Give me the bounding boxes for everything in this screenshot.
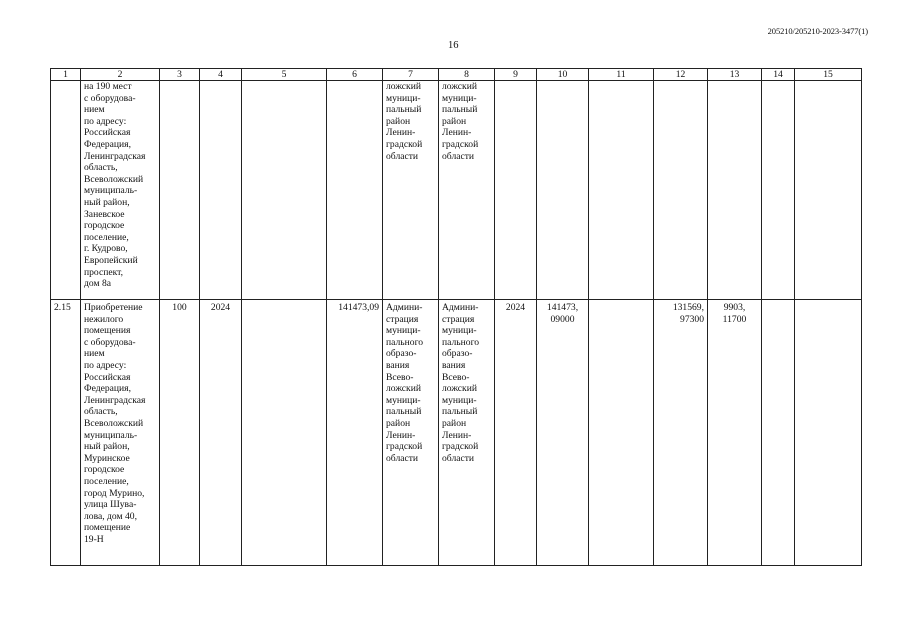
- cell: [795, 81, 862, 300]
- column-header: 9: [495, 69, 537, 81]
- column-header: 1: [51, 69, 81, 81]
- cell-text-line: помещения: [84, 325, 131, 337]
- cell: [708, 81, 762, 300]
- cell-text-line: муниципаль-: [84, 429, 138, 441]
- cell-text-line: пальный: [386, 406, 422, 418]
- cell: [795, 300, 862, 566]
- cell: [762, 81, 795, 300]
- cell-text-line: градской: [442, 138, 479, 150]
- cell-text-line: 9903,: [723, 302, 746, 313]
- column-header: 12: [654, 69, 708, 81]
- column-header: 8: [439, 69, 495, 81]
- cell-text-line: Федерация,: [84, 383, 131, 395]
- cell-text-line: вания: [442, 359, 466, 371]
- cell-text-line: Муринское: [84, 452, 130, 464]
- cell-text-line: муници-: [386, 325, 421, 337]
- cell-text-line: Европейский: [84, 254, 138, 266]
- cell-text-line: ложский: [386, 383, 421, 395]
- cell-text-line: Заневское: [84, 208, 125, 220]
- cell-text-line: Всево-: [442, 371, 470, 383]
- cell-text-line: области: [386, 452, 419, 464]
- cell-text-line: Всево-: [386, 371, 414, 383]
- cell-text-line: район: [442, 115, 467, 127]
- cell-text-line: 11700: [722, 313, 747, 325]
- cell-total-financing: [537, 300, 589, 566]
- cell-text-line: муниципаль-: [84, 185, 138, 197]
- cell-text-line: Ленинградская: [84, 150, 146, 162]
- table-row: [51, 81, 862, 300]
- cell-text-line: нием: [84, 348, 105, 360]
- cell-customer: [383, 81, 439, 300]
- cell-text-line: пальный: [442, 406, 478, 418]
- cell-text-line: ложский: [442, 383, 477, 395]
- cell-financing-year: 2024: [495, 300, 537, 566]
- cell-text-line: Админи-: [386, 302, 423, 313]
- cell-text-line: Ленин-: [386, 429, 416, 441]
- column-header: 3: [160, 69, 200, 81]
- cell-object-description: [81, 81, 160, 300]
- cell-text-line: страция: [386, 313, 419, 325]
- cell-text-line: поселение,: [84, 475, 129, 487]
- cell-text-line: 09000: [550, 313, 575, 325]
- cell-text-line: город Мурино,: [84, 487, 145, 499]
- cell-text-line: муници-: [442, 92, 477, 104]
- cell-text-line: поселение,: [84, 231, 129, 243]
- cell-regional-budget: [654, 300, 708, 566]
- cell-local-budget: [708, 300, 762, 566]
- cell-text-line: дом 8а: [84, 278, 112, 290]
- cell: [654, 81, 708, 300]
- cell-text-line: Российская: [84, 127, 131, 139]
- cell-estimated-cost: 141473,09: [327, 300, 383, 566]
- table-row: [51, 300, 862, 566]
- cell: [537, 81, 589, 300]
- cell-text-line: Админи-: [442, 302, 479, 313]
- cell-text-line: Всеволожский: [84, 173, 144, 185]
- cell-text-line: пальный: [386, 104, 422, 116]
- cell-text-line: ный район,: [84, 196, 130, 208]
- cell: [200, 81, 242, 300]
- column-header: 14: [762, 69, 795, 81]
- column-header: 2: [81, 69, 160, 81]
- cell-text-line: проспект,: [84, 266, 124, 278]
- header-row: [51, 69, 862, 81]
- cell: [242, 300, 327, 566]
- cell-text-line: Всеволожский: [84, 417, 144, 429]
- cell-text-line: вания: [386, 359, 410, 371]
- cell-text-line: район: [442, 417, 467, 429]
- cell-text-line: области: [442, 452, 475, 464]
- cell-text-line: 97300: [680, 313, 704, 325]
- cell-text-line: пального: [386, 336, 424, 348]
- column-header: 10: [537, 69, 589, 81]
- cell-text-line: муници-: [442, 325, 477, 337]
- cell-text-line: Ленин-: [442, 429, 472, 441]
- cell-text-line: ный район,: [84, 441, 130, 453]
- cell-text-line: муници-: [386, 92, 421, 104]
- cell-number: [51, 81, 81, 300]
- cell-developer: [439, 81, 495, 300]
- cell: [762, 300, 795, 566]
- cell-text-line: Ленин-: [386, 127, 416, 139]
- cell-developer: [439, 300, 495, 566]
- cell-text-line: области: [386, 150, 419, 162]
- cell-text-line: Ленин-: [442, 127, 472, 139]
- cell-text-line: г. Кудрово,: [84, 243, 128, 255]
- column-header: 4: [200, 69, 242, 81]
- cell-text-line: 141473,: [546, 302, 579, 313]
- cell-text-line: район: [386, 417, 411, 429]
- cell-text-line: градской: [442, 441, 479, 453]
- cell-text-line: 131569,: [672, 302, 704, 313]
- cell-text-line: образо-: [442, 348, 473, 360]
- cell-text-line: ложский: [442, 81, 477, 92]
- cell-text-line: с оборудова-: [84, 92, 136, 104]
- cell-text-line: район: [386, 115, 411, 127]
- cell-text-line: области: [442, 150, 475, 162]
- cell-year: 2024: [200, 300, 242, 566]
- cell-text-line: область,: [84, 406, 118, 418]
- cell-text-line: 19-Н: [84, 533, 104, 545]
- column-header: 11: [589, 69, 654, 81]
- cell-object-description: [81, 300, 160, 566]
- column-header: 6: [327, 69, 383, 81]
- cell-text-line: нежилого: [84, 313, 124, 325]
- cell-text-line: муници-: [442, 394, 477, 406]
- cell-text-line: Ленинградская: [84, 394, 146, 406]
- cell-number: 2.15: [51, 300, 81, 566]
- cell: [242, 81, 327, 300]
- cell: [495, 81, 537, 300]
- cell-text-line: муници-: [386, 394, 421, 406]
- cell-capacity: 100: [160, 300, 200, 566]
- cell: [589, 81, 654, 300]
- cell-text-line: городское: [84, 220, 125, 232]
- cell-text-line: по адресу:: [84, 359, 127, 371]
- column-header: 7: [383, 69, 439, 81]
- budget-table: [50, 68, 862, 566]
- cell-text-line: Российская: [84, 371, 131, 383]
- cell-text-line: нием: [84, 104, 105, 116]
- cell-text-line: градской: [386, 138, 423, 150]
- cell-text-line: образо-: [386, 348, 417, 360]
- cell-text-line: на 190 мест: [84, 81, 132, 92]
- cell-text-line: пальный: [442, 104, 478, 116]
- cell-text-line: городское: [84, 464, 125, 476]
- cell-text-line: ложский: [386, 81, 421, 92]
- cell-text-line: Федерация,: [84, 138, 131, 150]
- cell-text-line: область,: [84, 162, 118, 174]
- column-header: 13: [708, 69, 762, 81]
- page-number: 16: [448, 40, 459, 51]
- cell-text-line: помещение: [84, 522, 131, 534]
- cell: [160, 81, 200, 300]
- column-header: 5: [242, 69, 327, 81]
- cell-text-line: пального: [442, 336, 480, 348]
- column-header: 15: [795, 69, 862, 81]
- cell-text-line: градской: [386, 441, 423, 453]
- cell-text-line: страция: [442, 313, 475, 325]
- cell-text-line: улица Шува-: [84, 499, 137, 511]
- cell: [589, 300, 654, 566]
- cell-customer: [383, 300, 439, 566]
- cell: [327, 81, 383, 300]
- cell-text-line: с оборудова-: [84, 336, 136, 348]
- cell-text-line: Приобретение: [84, 302, 143, 313]
- cell-text-line: по адресу:: [84, 115, 127, 127]
- document-id: 205210/205210-2023-3477(1): [767, 26, 868, 36]
- cell-text-line: лова, дом 40,: [84, 510, 137, 522]
